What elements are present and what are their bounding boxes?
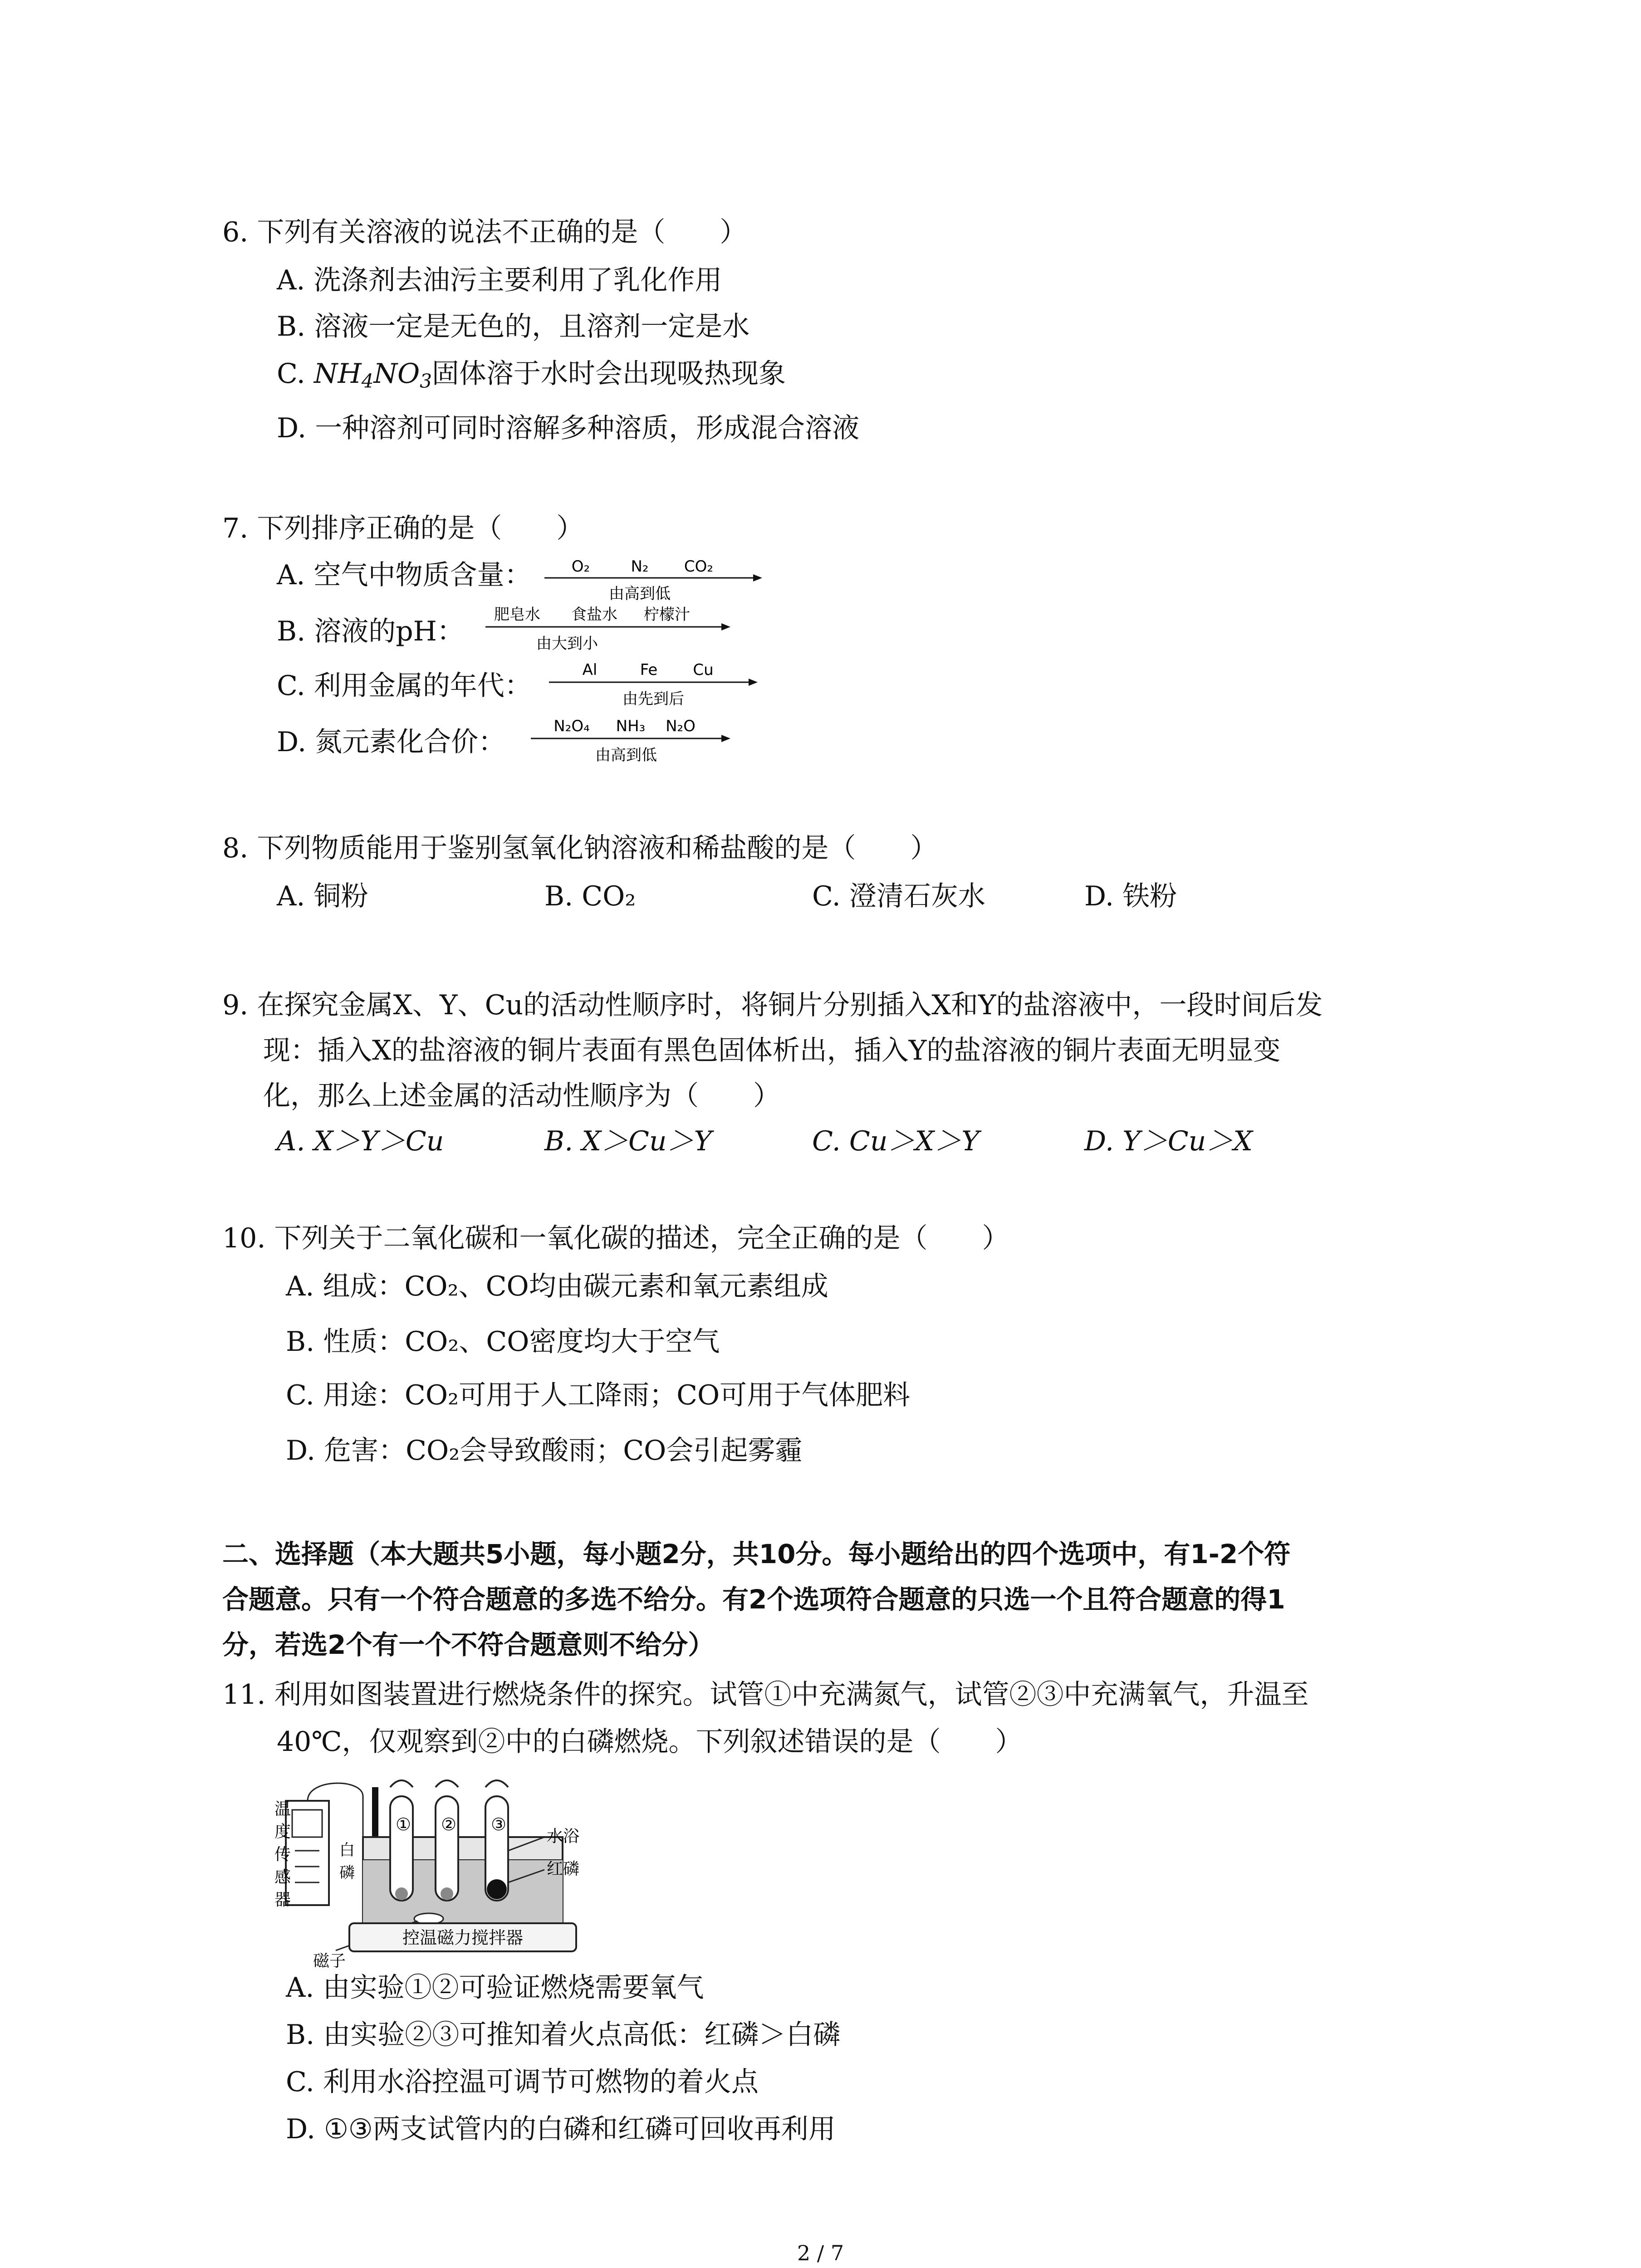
q7-a-item-3: CO₂ [684, 557, 714, 576]
section-2-heading-line-3: 分，若选2个有一个不符合题意则不给分） [222, 1629, 715, 1660]
q7-option-a-label: A. 空气中物质含量： [277, 559, 532, 591]
q6-option-a: A. 洗涤剂去油污主要利用了乳化作用 [277, 264, 722, 296]
q11-stem-line-2: 40℃，仅观察到②中的白磷燃烧。下列叙述错误的是（ ） [277, 1726, 1023, 1758]
q8-stem: 8. 下列物质能用于鉴别氢氧化钠溶液和稀盐酸的是（ ） [222, 832, 938, 864]
q6-option-c [277, 356, 786, 400]
q6-option-d: D. 一种溶剂可同时溶解多种溶质，形成混合溶液 [277, 412, 860, 444]
q6-option-c-formula: $NH_4NO_3$ [314, 358, 432, 392]
q7-option-a-arrow [535, 555, 771, 605]
q11-option-d: D. ①③两支试管内的白磷和红磷可回收再利用 [286, 2113, 836, 2145]
q7-b-caption: 由大到小 [536, 635, 598, 653]
q7-a-item-2: N₂ [631, 557, 649, 576]
page-number: 2 / 7 [797, 2241, 844, 2265]
white-phosphorus-label-1: 白 [339, 1841, 355, 1859]
section-2-heading-line-2: 合题意。只有一个符合题意的多选不给分。有2个选项符合题意的只选一个且符合题意的得1 [222, 1584, 1285, 1615]
sensor-label-char-2: 度 [274, 1823, 291, 1841]
water-bath-label: 水浴 [547, 1827, 580, 1846]
test-tube-2 [436, 1780, 458, 1901]
q7-c-caption: 由先到后 [622, 690, 684, 708]
q11-stem-line-1: 11. 利用如图装置进行燃烧条件的探究。试管①中充满氮气，试管②③中充满氧气，升温至 [222, 1679, 1309, 1711]
q6-option-c-suffix: 固体溶于水时会出现吸热现象 [431, 358, 786, 390]
q7-d-caption: 由高到低 [595, 746, 657, 764]
q7-d-item-2: NH₃ [616, 717, 646, 735]
q7-c-item-3: Cu [693, 661, 714, 679]
q9-stem-line-2: 现：插入X的盐溶液的铜片表面有黑色固体析出，插入Y的盐溶液的铜片表面无明显变 [263, 1035, 1281, 1066]
q10-option-b: B. 性质：CO₂、CO密度均大于空气 [286, 1326, 720, 1358]
q7-stem: 7. 下列排序正确的是（ ） [222, 513, 584, 544]
red-phosphorus-label: 红磷 [547, 1860, 580, 1878]
section-2-heading-line-1: 二、选择题（本大题共5小题，每小题2分，共10分。每小题给出的四个选项中，有1-2个符 [222, 1539, 1291, 1569]
q9-option-d: D. Y＞Cu＞X [1084, 1125, 1253, 1157]
magnet-label: 磁子 [313, 1952, 346, 1969]
sensor-label-char-1: 温 [274, 1800, 291, 1818]
q8-option-a: A. 铜粉 [277, 880, 368, 912]
q7-b-item-3: 柠檬汁 [644, 606, 690, 624]
combustion-apparatus-figure [272, 1769, 617, 1969]
q7-b-item-2: 食盐水 [571, 606, 617, 624]
q11-option-c: C. 利用水浴控温可调节可燃物的着火点 [286, 2066, 759, 2098]
q10-option-c: C. 用途：CO₂可用于人工降雨；CO可用于气体肥料 [286, 1379, 911, 1411]
tube-2-label: ② [441, 1814, 457, 1834]
q8-option-b: B. CO₂ [544, 880, 636, 912]
q9-stem-line-1: 9. 在探究金属X、Y、Cu的活动性顺序时，将铜片分别插入X和Y的盐溶液中，一段时间后发 [222, 989, 1323, 1021]
q9-option-a: A. X＞Y＞Cu [277, 1125, 444, 1157]
q9-option-c: C. Cu＞X＞Y [812, 1125, 980, 1157]
q10-stem: 10. 下列关于二氧化碳和一氧化碳的描述，完全正确的是（ ） [222, 1222, 1009, 1254]
stirrer-label: 控温磁力搅拌器 [402, 1928, 524, 1948]
q8-option-d: D. 铁粉 [1084, 880, 1177, 912]
test-tube-3 [485, 1780, 508, 1901]
tube-1-label: ① [396, 1814, 411, 1834]
q8-option-c: C. 澄清石灰水 [812, 880, 985, 912]
q7-option-d-arrow [522, 715, 749, 769]
q11-option-a: A. 由实验①②可验证燃烧需要氧气 [286, 1972, 704, 2004]
q6-option-b: B. 溶液一定是无色的，且溶剂一定是水 [277, 311, 750, 342]
q7-option-b-label: B. 溶液的pH： [277, 616, 464, 647]
q7-a-caption: 由高到低 [609, 585, 671, 603]
test-tube-1 [390, 1780, 413, 1901]
q9-option-b: B. X＞Cu＞Y [544, 1125, 712, 1157]
q7-option-b-arrow [476, 603, 749, 658]
q7-d-item-3: N₂O [666, 717, 696, 735]
q7-b-item-1: 肥皂水 [494, 606, 540, 624]
q11-option-b: B. 由实验②③可推知着火点高低：红磷＞白磷 [286, 2019, 841, 2051]
q10-option-d: D. 危害：CO₂会导致酸雨；CO会引起雾霾 [286, 1435, 803, 1466]
sensor-label-char-3: 传 [274, 1845, 291, 1864]
sensor-label-char-4: 感 [274, 1868, 291, 1887]
white-phosphorus-label-2: 磷 [339, 1864, 355, 1882]
q7-option-c-arrow [540, 659, 767, 713]
q6-stem: 6. 下列有关溶液的说法不正确的是（ ） [222, 216, 747, 248]
sensor-label-char-5: 器 [274, 1891, 291, 1909]
tube-3-label: ③ [491, 1814, 507, 1834]
q7-c-item-2: Fe [640, 661, 658, 679]
q6-option-c-prefix: C. [277, 358, 314, 390]
q7-option-d-label: D. 氮元素化合价： [277, 726, 506, 758]
q10-option-a: A. 组成：CO₂、CO均由碳元素和氧元素组成 [286, 1271, 828, 1302]
q9-stem-line-3: 化，那么上述金属的活动性顺序为（ ） [263, 1080, 780, 1112]
q7-a-item-1: O₂ [571, 557, 590, 576]
q7-c-item-1: Al [582, 661, 598, 679]
q7-option-c-label: C. 利用金属的年代： [277, 670, 532, 702]
q7-d-item-1: N₂O₄ [554, 717, 590, 735]
